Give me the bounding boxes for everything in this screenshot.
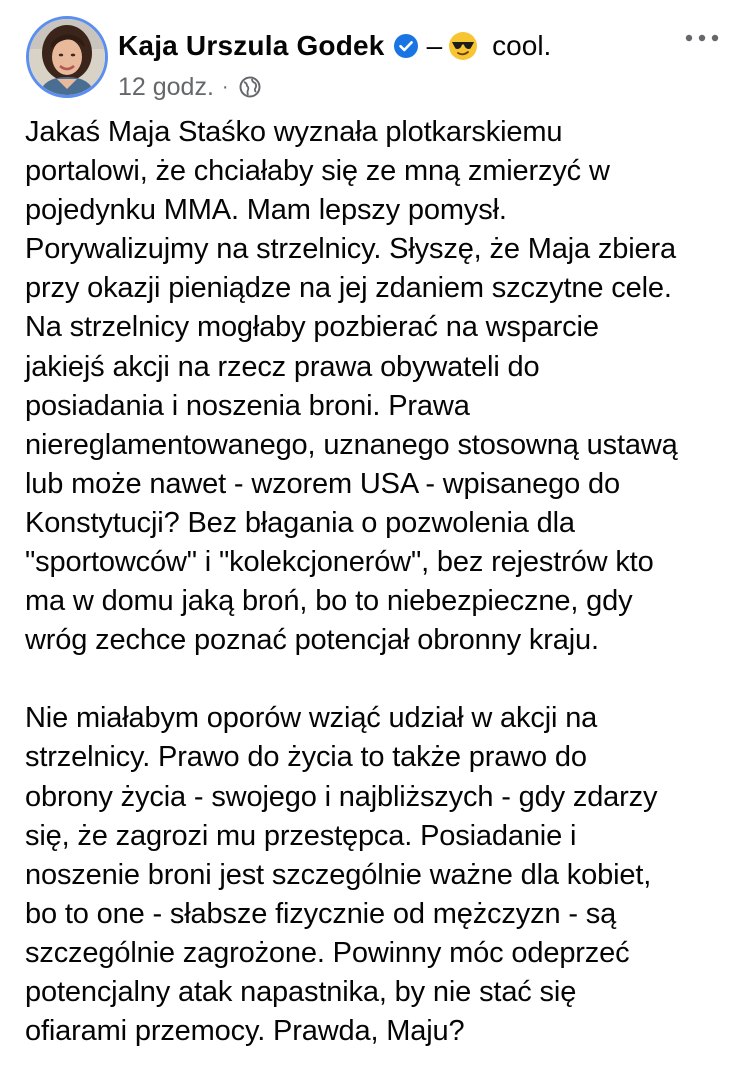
post-timestamp[interactable]: 12 godz. — [118, 72, 214, 101]
author-name[interactable]: Kaja Urszula Godek — [118, 30, 385, 61]
more-options-button[interactable] — [682, 26, 722, 50]
post-header — [18, 14, 726, 100]
sunglasses-emoji-icon — [448, 31, 478, 61]
post-paragraph: Jakaś Maja Staśko wyznała plotkarskiemu portalowi, że chciałaby się ze mną zmierzyć w pojedynku MMA. Mam lepszy pomysł. Porywalizujmy na strzelnicy. Słyszę, że Maja zbiera przy okazji pieniądze na jej zdaniem szczytne cele. Na strzelnicy mogłaby pozbierać na wsparcie jakiejś akcji na rzecz prawa obywateli do posiadania i noszenia broni. Prawa niereglamentowanego, uznanego stosowną ustawą lub może nawet - wzorem USA - wpisanego do Konstytucji? Bez błagania o pozwolenia dla "sportowców" i "kolekcjonerów", bez rejestrów kto ma w domu jaką broń, bo to niebezpieczne, gdy wróg zechce poznać potencjał obronny kraju. — [25, 116, 678, 657]
feeling-text: cool. — [492, 30, 552, 61]
post-paragraph: Nie miałabym oporów wziąć udział w akcji na strzelnicy. Prawo do życia to także prawo do obrony życia - swojego i najbliższych - gdy zdarzy się, że zagrozi mu przestępca. Posiadanie i noszenie broni jest szczególnie ważne dla kobiet, bo to one - słabsze fizycznie od mężczyzn - są szczególnie zagrożone. Powinny móc odeprzeć potencjalny atak napastnika, by nie stać się ofiarami przemocy. Prawda, Maju? — [25, 702, 658, 1048]
author-avatar[interactable] — [26, 16, 108, 98]
post-body — [25, 113, 725, 1051]
more-options-icon — [682, 26, 722, 50]
author-line — [118, 28, 551, 64]
globe-icon[interactable] — [239, 76, 261, 98]
feeling-dash: – — [426, 30, 443, 61]
avatar-photo — [29, 19, 105, 95]
paragraph-spacer — [25, 660, 725, 699]
post-meta — [118, 72, 261, 102]
verified-badge-icon — [393, 33, 419, 59]
meta-separator: · — [221, 75, 229, 98]
